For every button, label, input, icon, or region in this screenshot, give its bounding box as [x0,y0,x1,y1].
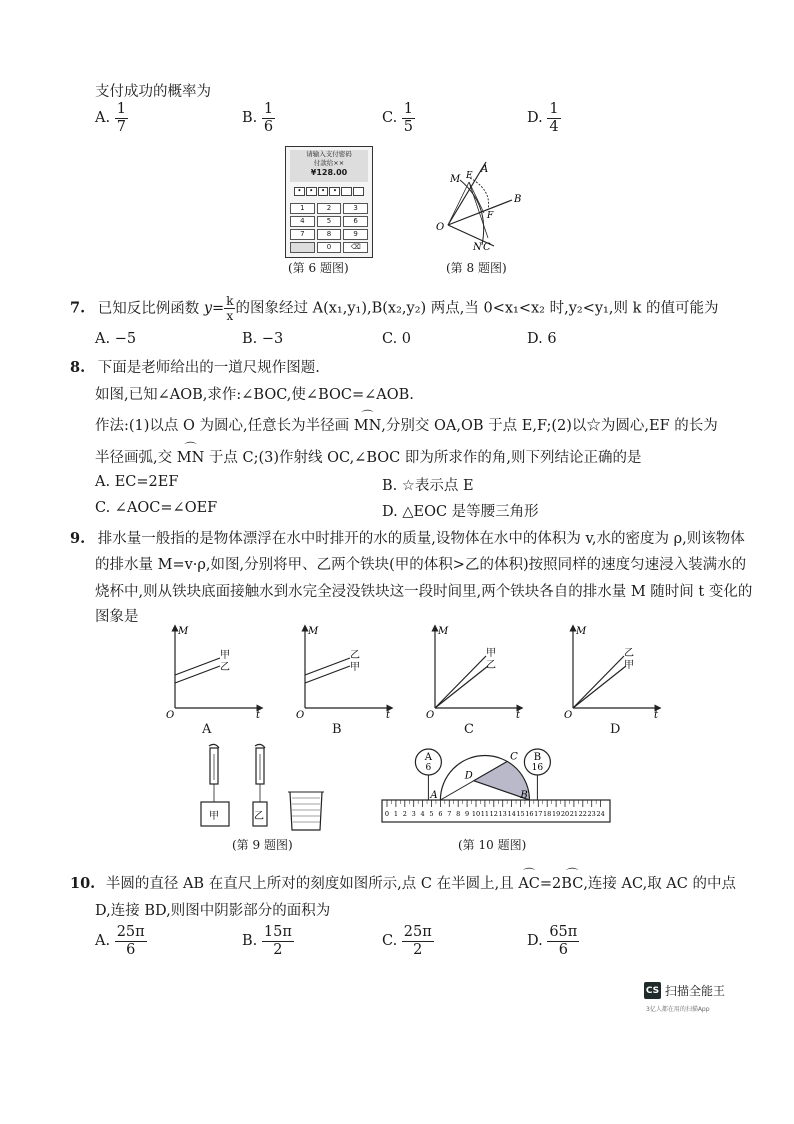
watermark-name: 扫描全能王 [665,984,726,998]
svg-text:M: M [438,626,449,637]
q7-option-d: D. 6 [527,331,557,347]
ruler-tick-label: 15 [516,810,525,818]
q6-phone-figure [285,146,373,258]
ruler-tick-label: 0 [384,810,390,818]
label-b: B [514,194,522,205]
ruler-tick-label: 24 [596,810,605,818]
ruler-tick-label: 7 [447,810,452,818]
label-o: O [436,222,445,233]
q10-option-a: A. $\frac{25\pi}{6}$ [95,924,145,958]
ray-ob [448,200,512,225]
graph-a-top-label: 甲 [220,650,230,661]
q9-graph-d-label: D [610,722,621,737]
label-a: A [430,790,438,801]
key-6[interactable]: 6 [343,216,368,227]
svg-text:O: O [166,710,175,720]
q6-option-a: A. $\frac{1}{7}$ [95,101,126,135]
q8-number: 8. [70,359,86,376]
q9-caption: (第 9 题图) [232,838,293,852]
ruler-tick-label: 11 [480,810,490,818]
q10-caption: (第 10 题图) [458,838,527,852]
label-n: N [473,242,482,253]
phone-password-boxes: • • • • [294,187,364,196]
ruler-tick-label: 1 [393,810,398,818]
q9-graph-a [160,620,270,720]
q9-graph-c [420,620,530,720]
ruler-tick-label: 8 [456,810,461,818]
graph-b-top-label: 乙 [350,650,360,661]
phone-amount: ¥128.00 [310,168,348,177]
label-b: B [520,790,528,801]
ruler-tick-label: 9 [465,810,470,818]
ruler-tick-label: 23 [587,810,596,818]
q8-line4: 半径画弧,交 ⌒ MN 于点 C;(3)作射线 OC,∠BOC 即为所求作的角,则下列结论正确的是 [95,446,641,467]
gauge-b-letter: B [533,752,542,763]
phone-keypad [290,203,368,253]
ruler-tick-label: 18 [543,810,552,818]
q7-stem: 7. 已知反比例函数 y= $\frac{k}{x}$ 的图象经过 A(x₁,y₁),B(x₂,y₂) 两点,当 0<x₁<x₂ 时,y₂<y₁,则 k 的值可能为 [70,294,719,323]
cs-logo-icon: CS [644,982,661,999]
svg-text:O: O [564,710,573,720]
label-m: M [450,174,461,185]
ruler-tick-label: 19 [551,810,561,818]
q9-illustration [195,742,335,834]
q6-option-c: C. $\frac{1}{5}$ [382,101,414,135]
q8-caption: (第 8 题图) [446,261,507,275]
q9-number: 9. [70,530,86,547]
q10-option-c: C. $\frac{25\pi}{2}$ [382,924,432,958]
phone-title: 请输入支付密码 [306,150,352,158]
svg-text:M: M [576,626,587,637]
svg-text:t: t [256,710,261,720]
q8-option-c: C. ∠AOC=∠OEF [95,500,218,516]
label-e: E [466,171,473,181]
q7-number: 7. [70,299,86,317]
ruler-tick-label: 10 [471,810,481,818]
q9-line4: 图象是 [95,609,139,625]
ruler-tick-label: 13 [498,810,507,818]
graph-d-bottom-label: 甲 [624,660,634,671]
label-d: D [464,770,473,782]
q8-line1: 8. 下面是老师给出的一道尺规作图题. [70,359,320,376]
svg-text:M: M [178,626,189,637]
scanner-watermark [644,982,725,999]
graph-c-bottom-label: 乙 [486,660,496,671]
q9-line1: 9. 排水量一般指的是物体漂浮在水中时排开的水的质量,设物体在水中的体积为 v,水的密度为 ρ,则该物体 [70,530,745,547]
q6-stem-tail: 支付成功的概率为 [95,84,211,100]
q9-line3: 烧杯中,则从铁块底面接触水到水完全浸没铁块这一段时间里,两个铁块各自的排水量 M 随时间 t 变化的 [95,584,753,600]
q8-figure [430,150,530,255]
q10-option-b: B. $\frac{15\pi}{2}$ [242,924,292,958]
q10-option-d: D. $\frac{65\pi}{6}$ [527,924,578,958]
q7-option-a: A. −5 [95,331,137,347]
q9-line2: 的排水量 M=v·ρ,如图,分别将甲、乙两个铁块(甲的体积>乙的体积)按照同样的速度匀速浸入装满水的 [95,557,747,573]
ruler-tick-label: 6 [438,810,443,818]
ruler-tick-label: 3 [411,810,416,818]
q9-graph-a-label: A [202,722,212,737]
svg-text:O: O [426,710,435,720]
gauge-a-letter: A [424,752,433,763]
phone-payee: 付款给×× [313,159,345,167]
key-3[interactable]: 3 [343,203,368,214]
ruler-tick-label: 12 [489,810,498,818]
svg-text:乙: 乙 [254,811,264,822]
ruler-tick-label: 20 [560,810,570,818]
key-0[interactable]: 0 [317,242,342,253]
q8-option-d: D. △EOC 是等腰三角形 [382,504,539,520]
gauge-b-value: 16 [531,763,544,773]
svg-text:t: t [516,710,521,720]
ruler-tick-label: 22 [578,810,587,818]
ruler-tick-label: 21 [569,810,579,818]
key-2[interactable]: 2 [317,203,342,214]
graph-c-top-label: 甲 [486,648,496,659]
svg-text:甲: 甲 [209,811,219,822]
q8-option-a: A. EC=2EF [95,474,179,490]
q9-graph-c-label: C [464,722,474,737]
q9-graph-d [558,620,668,720]
q10-line2: D,连接 BD,则图中阴影部分的面积为 [95,903,331,919]
label-c: C [510,751,518,763]
key-4[interactable]: 4 [290,216,315,227]
q6-option-d: D. $\frac{1}{4}$ [527,101,559,135]
key-5[interactable]: 5 [317,216,342,227]
ruler-tick-label: 2 [402,810,407,818]
q6-caption: (第 6 题图) [288,261,349,275]
svg-text:t: t [386,710,391,720]
svg-text:O: O [296,710,305,720]
graph-a-bottom-label: 乙 [220,662,230,673]
graph-b-bottom-label: 甲 [350,662,360,673]
q9-graph-b-label: B [332,722,342,737]
ruler-tick-label: 16 [525,810,534,818]
key-8[interactable]: 8 [317,229,342,240]
label-c: C [483,242,491,253]
graph-d-top-label: 乙 [624,648,634,659]
key-delete[interactable]: ⌫ [343,242,368,253]
q8-line3: 作法:(1)以点 O 为圆心,任意长为半径画 ⌒ MN,分别交 OA,OB 于点 E,F;(2)以☆为圆心,EF 的长为 [95,414,718,435]
ruler-tick-label: 4 [420,810,425,818]
ruler-tick-label: 14 [507,810,516,818]
watermark-sub: 3亿人都在用的扫描App [646,1006,710,1013]
key-blank [290,242,315,253]
svg-text:t: t [654,710,659,720]
ruler-tick-label: 17 [534,810,543,818]
q7-option-b: B. −3 [242,331,284,347]
label-f: F [487,211,494,221]
ruler-tick-label: 5 [429,810,434,818]
key-9[interactable]: 9 [343,229,368,240]
q9-graph-b [290,620,400,720]
label-a: A [481,164,489,175]
key-7[interactable]: 7 [290,229,315,240]
key-1[interactable]: 1 [290,203,315,214]
q8-line2: 如图,已知∠AOB,求作:∠BOC,使∠BOC=∠AOB. [95,387,414,403]
q6-option-b: B. $\frac{1}{6}$ [242,101,274,135]
q8-option-b: B. ☆表示点 E [382,478,474,494]
q10-number: 10. [70,875,96,892]
svg-text:M: M [308,626,319,637]
q10-figure [378,740,613,828]
gauge-a-value: 6 [425,763,432,773]
q7-option-c: C. 0 [382,331,412,347]
q10-line1: 10. 半圆的直径 AB 在直尺上所对的刻度如图所示,点 C 在半圆上,且 ⌒ AC=2⌒ BC,连接 AC,取 AC 的中点 [70,872,736,893]
